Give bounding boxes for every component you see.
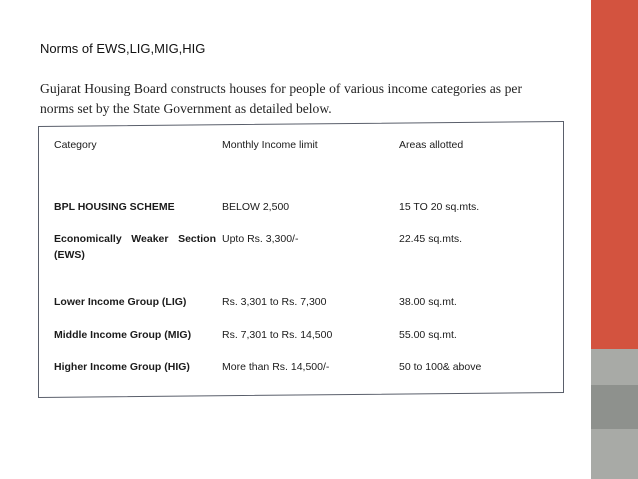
accent-bar-red [591, 0, 638, 349]
row-ews-category-line1: Economically Weaker Section [54, 233, 216, 245]
slide-title: Norms of EWS,LIG,MIG,HIG [40, 41, 206, 56]
header-category: Category [54, 139, 97, 151]
accent-bar-gray-2 [591, 385, 638, 429]
row-mig-income: Rs. 7,301 to Rs. 14,500 [222, 329, 333, 341]
row-bpl-category: BPL HOUSING SCHEME [54, 201, 175, 213]
row-mig-category: Middle Income Group (MIG) [54, 329, 192, 341]
row-ews-income: Upto Rs. 3,300/- [222, 233, 299, 245]
row-lig-income: Rs. 3,301 to Rs. 7,300 [222, 296, 327, 308]
intro-paragraph: Gujarat Housing Board constructs houses for people of various income categories as per norms set by the State Government as detailed below. [40, 81, 522, 116]
row-ews-area: 22.45 sq.mts. [399, 233, 463, 245]
header-areas-allotted: Areas allotted [399, 139, 464, 151]
accent-bar-gray-1 [591, 349, 638, 385]
row-ews-category-line2: (EWS) [54, 249, 85, 261]
row-bpl-area: 15 TO 20 sq.mts. [399, 201, 480, 213]
side-accent-bar [591, 0, 638, 479]
row-bpl-income: BELOW 2,500 [222, 201, 290, 213]
accent-bar-gray-3 [591, 429, 638, 479]
row-hig-area: 50 to 100& above [399, 361, 482, 373]
row-lig-category: Lower Income Group (LIG) [54, 296, 187, 308]
row-hig-category: Higher Income Group (HIG) [54, 361, 190, 373]
row-mig-area: 55.00 sq.mt. [399, 329, 457, 341]
row-hig-income: More than Rs. 14,500/- [222, 361, 330, 373]
header-income-limit: Monthly Income limit [222, 139, 318, 151]
row-lig-area: 38.00 sq.mt. [399, 296, 457, 308]
